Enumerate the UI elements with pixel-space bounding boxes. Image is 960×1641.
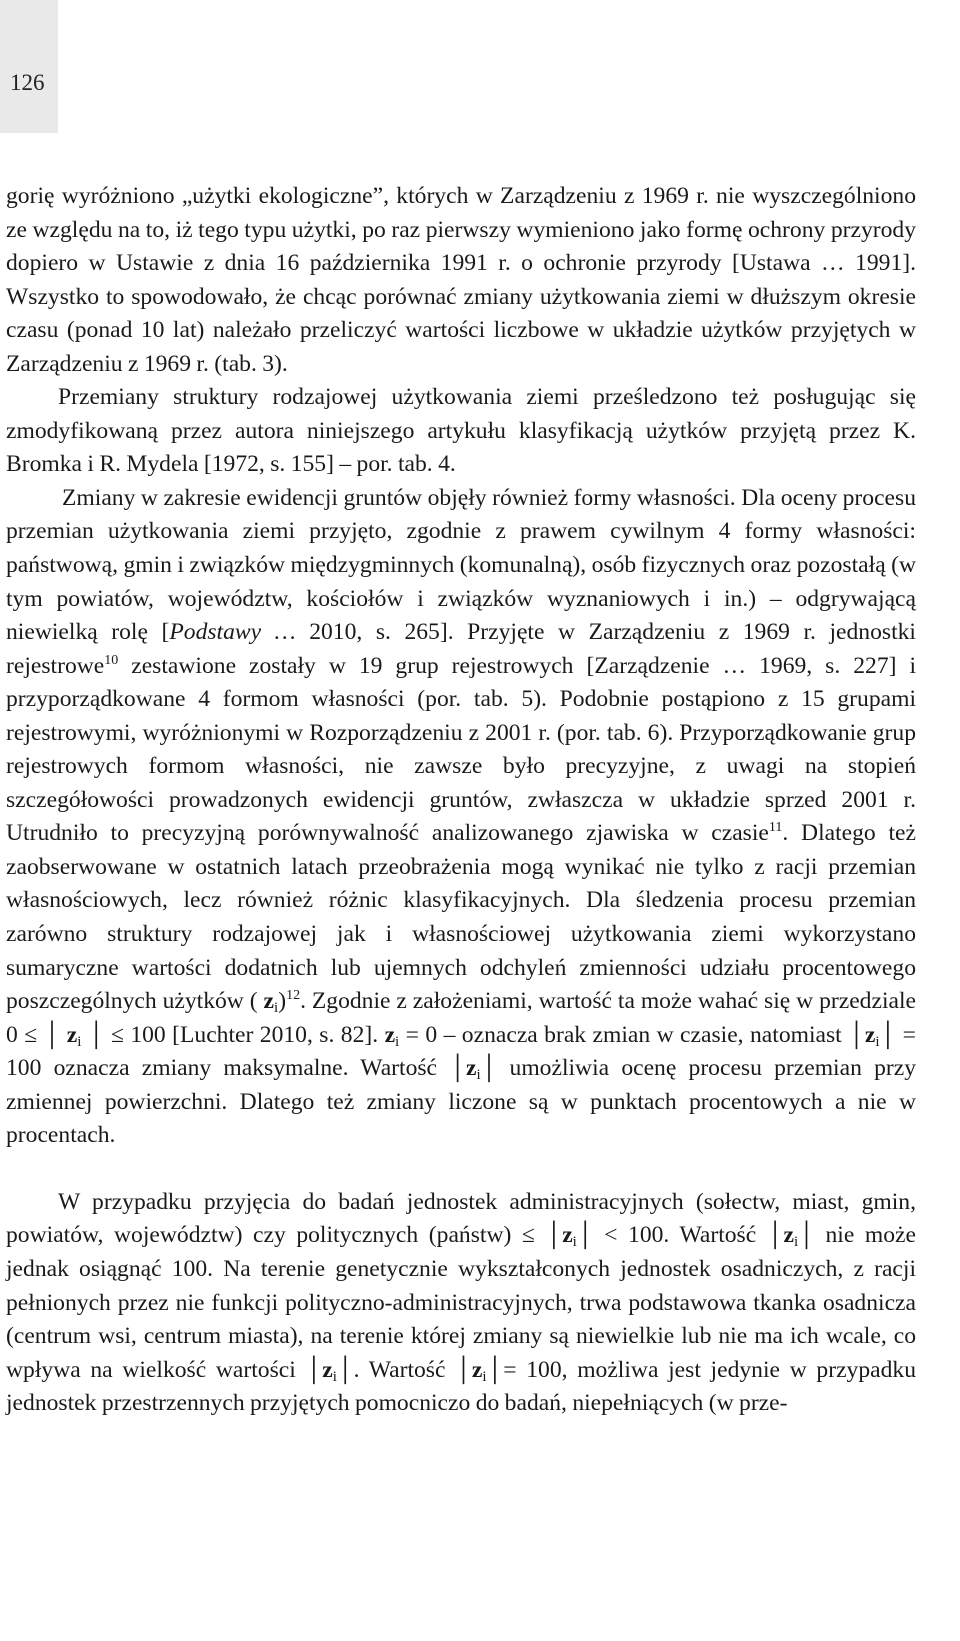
page-number-box — [0, 0, 58, 133]
footnote-ref-11: 11 — [768, 820, 783, 836]
body-text — [6, 180, 916, 1421]
footnote-ref-10: 10 — [104, 652, 119, 668]
paragraph-3: Zmiany w zakresie ewidencji gruntów objęły również formy własności. Dla oceny procesu przemian użytkowania ziemi przyjęto, zgodnie z prawem cywilnym 4 formy własności: państwową, gmin i związków międzygminnych (komunalną), osób fizycznych oraz pozostałą (w tym powiatów, województw, kościołów i związków wyznaniowych i in.) – odgrywającą niewielką rolę [Podstawy … 2010, s. 265]. Przyjęte w Zarządzeniu z 1969 r. jednostki rejestrowe$^{10}$ zestawione zostały w 19 grup rejestrowych [Zarządzenie … 1969, s. 227] i przyporządkowane 4 formom własności (por. tab. 5). Podobnie postąpiono z 15 grupami rejestrowymi, wyróżnionymi w Rozporządzeniu z 2001 r. (por. tab. 6). Przyporządkowanie grup rejestrowych formom własności, nie zawsze było precyzyjne, z uwagi na stopień szczegółowości prowadzonych ewidencji gruntów, zwłaszcza w układzie sprzed 2001 r. Utrudniło to precyzyjną porównywalność analizowanego zjawiska w czasie$^{11}$. Dlatego też zaobserwowane w ostatnich latach przeobrażenia mogą wynikać nie tylko z racji przemian własnościowych, lecz również różnic klasyfikacyjnych. Dla śledzenia procesu przemian zarówno struktury rodzajowej jak i własnościowej użytkowania ziemi wykorzystano sumaryczne wartości dodatnich lub ujemnych odchyleń zmienności udziału procentowego poszczególnych użytków ( $z_i)^{12}$. Zgodnie z założeniami, wartość ta może wahać się w przedziale 0 ≤ │ $z_i$ │ ≤ 100 [Luchter 2010, s. 82]. $z_i = 0$ – oznacza brak zmian w czasie, natomiast $│z_i│ = 100$ oznacza zmiany maksymalne. Wartość $│z_i│$ umożliwia ocenę procesu przemian przy zmiennej powierzchni. Dlatego też zmiany liczone są w punktach procentowych a nie w procentach. — [6, 484, 917, 1149]
footnote-ref-12: 12 — [286, 988, 301, 1004]
page-number: 126 — [10, 70, 45, 95]
paragraph-1: gorię wyróżniono „użytki ekologiczne”, których w Zarządzeniu z 1969 r. nie wyszczególniono ze względu na to, iż tego typu użytki, po raz pierwszy wymieniono jako formę ochrony przyrody dopiero w Ustawie z dnia 16 października 1991 r. o ochronie przyrody [Ustawa … 1991]. Wszystko to spowodowało, że chcąc porównać zmiany użytkowania ziemi w dłuższym okresie czasu (ponad 10 lat) należało przeliczyć wartości liczbowe w układzie użytków przyjętych w Zarządzeniu z 1969 r. (tab. 3). — [6, 183, 916, 377]
paragraph-2: Przemiany struktury rodzajowej użytkowania ziemi prześledzono też posługując się zmodyfikowaną przez autora niniejszego artykułu klasyfikacją użytków przyjętą przez K. Bromka i R. Mydela [1972, s. 155] – por. tab. 4. — [6, 384, 916, 478]
paragraph-4: W przypadku przyjęcia do badań jednostek administracyjnych (sołectw, miast, gmin, powiatów, województw) czy politycznych (państw) ≤ $│z_i│ < 100$. Wartość $│z_i│$ nie może jednak osiągnąć 100. Na terenie genetycznie wykształconych jednostek osadniczych, z racji pełnionych przez nie funkcji polityczno-administracyjnych, trwa podstawowa tkanka osadnicza (centrum wsi, centrum miasta), na terenie której zmiany są niewielkie lub nie ma ich wcale, co wpływa na wielkość wartości $│z_i│$. Wartość $│z_i│= 100$, możliwa jest jedynie w przypadku jednostek przestrzennych przyjętych pomocniczo do badań, niepełniących (w prze- — [6, 1188, 916, 1417]
